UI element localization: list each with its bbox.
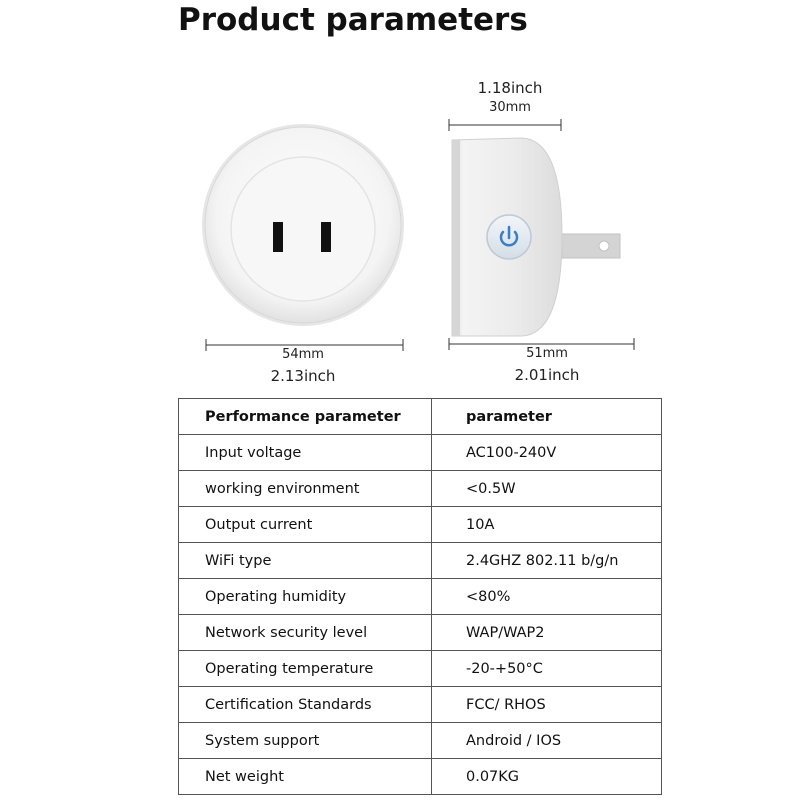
- table-row: [179, 687, 662, 723]
- front-width-inch-label: 2.13inch: [270, 367, 336, 385]
- param-value-cell: WAP/WAP2: [432, 615, 662, 651]
- param-value-cell: 2.4GHZ 802.11 b/g/n: [432, 543, 662, 579]
- param-name-cell: Net weight: [179, 759, 432, 795]
- table-row: [179, 543, 662, 579]
- table-row: [179, 471, 662, 507]
- param-name-cell: Operating humidity: [179, 579, 432, 615]
- table-header-row: [179, 399, 662, 435]
- side-height-mm-label: 51mm: [526, 346, 568, 361]
- header-cell: parameter: [432, 399, 662, 435]
- plug-front-view: [202, 124, 404, 326]
- plug-side-view: [452, 138, 620, 336]
- table-row: [179, 507, 662, 543]
- param-name-cell: Operating temperature: [179, 651, 432, 687]
- dimension-line-side-depth: [449, 119, 561, 131]
- side-height-inch-label: 2.01inch: [514, 366, 580, 384]
- param-name-cell: WiFi type: [179, 543, 432, 579]
- param-value-cell: AC100-240V: [432, 435, 662, 471]
- socket-slot-right: [321, 222, 331, 252]
- product-illustration: [0, 0, 800, 395]
- param-value-cell: 0.07KG: [432, 759, 662, 795]
- table-row: [179, 615, 662, 651]
- spec-table: [178, 398, 662, 795]
- side-depth-mm-label: 30mm: [489, 100, 531, 115]
- param-value-cell: <0.5W: [432, 471, 662, 507]
- table-row: [179, 579, 662, 615]
- param-name-cell: Network security level: [179, 615, 432, 651]
- table-row: [179, 435, 662, 471]
- table-row: [179, 759, 662, 795]
- param-name-cell: Certification Standards: [179, 687, 432, 723]
- param-name-cell: System support: [179, 723, 432, 759]
- param-value-cell: Android / IOS: [432, 723, 662, 759]
- front-width-mm-label: 54mm: [282, 347, 324, 362]
- side-depth-inch-label: 1.18inch: [477, 79, 543, 97]
- table-row: [179, 723, 662, 759]
- param-value-cell: 10A: [432, 507, 662, 543]
- param-name-cell: Output current: [179, 507, 432, 543]
- page-title: Product parameters: [178, 2, 528, 38]
- plug-prong: [562, 234, 620, 258]
- header-cell: Performance parameter: [179, 399, 432, 435]
- param-name-cell: working environment: [179, 471, 432, 507]
- param-value-cell: -20-+50°C: [432, 651, 662, 687]
- socket-slot-left: [273, 222, 283, 252]
- table-row: [179, 651, 662, 687]
- param-name-cell: Input voltage: [179, 435, 432, 471]
- param-value-cell: FCC/ RHOS: [432, 687, 662, 723]
- param-value-cell: <80%: [432, 579, 662, 615]
